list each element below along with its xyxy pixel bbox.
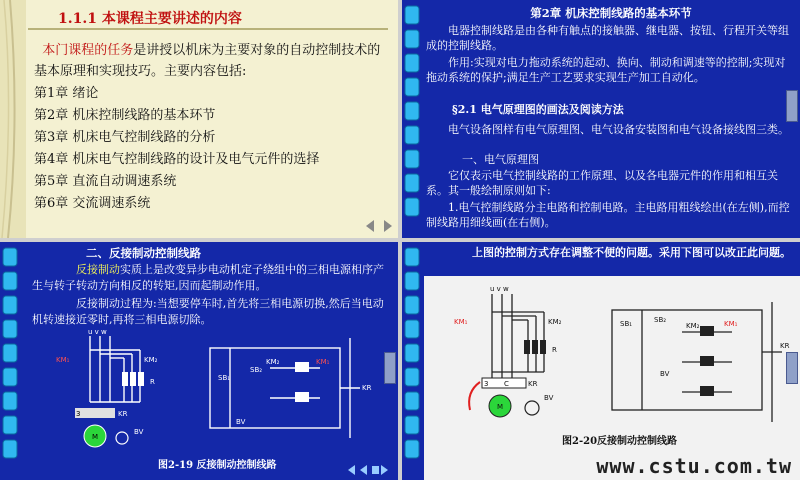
page-tab[interactable] [384,352,396,384]
slide-title: 1.1.1 本课程主要讲述的内容 [58,11,242,27]
slide-basic-circuits [402,0,800,238]
chapter-item: 第6章 交流调速系统 [34,196,151,211]
chain-decoration-icon [0,242,22,480]
page-tab[interactable] [786,352,798,384]
label-kr: KR [528,380,538,388]
label-bv-ctrl: BV [236,418,246,426]
label-r: R [150,378,155,386]
intro-paragraph: 上图的控制方式存在调整不便的问题。采用下图可以改正此问题。 [472,246,791,259]
para-principle: 它仅表示电气控制线路的工作原理、以及各电器元件的作用和相互关系。其一般绘制原则如下: [426,169,778,197]
label-kr-ctrl: KR [362,384,372,392]
para-definition: 电器控制线路是由各种有触点的接触器、继电器、按钮、行程开关等组成的控制线路。 [426,24,789,52]
sub-heading: 一、电气原理图 [462,153,539,166]
label-kr-ctrl: KR [780,342,790,350]
label-three: 3 [484,380,489,388]
label-km1: KM₁ [56,356,70,364]
nav-arrows-icon[interactable] [348,465,388,475]
chapter-item: 第2章 机床控制线路的基本环节 [34,108,216,123]
label-c: C [504,380,509,388]
chain-decoration-icon [402,242,424,480]
figure-caption: 图2-20反接制动控制线路 [562,436,678,447]
label-bv: BV [544,394,554,402]
slide-improved-braking [402,242,800,480]
label-motor: M [92,433,99,441]
label-r: R [552,346,557,354]
para-function: 作用:实现对电力拖动系统的起动、换向、制动和调速等的控制;实现对拖动系统的保护;满足生产工艺要求实现生产加工自动化。 [426,56,786,84]
slide-title: 第2章 机床控制线路的基本环节 [530,6,692,20]
label-motor: M [497,403,504,411]
label-bv: BV [134,428,144,436]
intro-highlight: 本门课程的任务 [42,43,134,58]
circuit-diagram [432,282,792,432]
para-drawing-types: 电气设备图样有电气原理图、电气设备安装图和电气设备接线图三类。 [448,123,789,136]
label-km1-ctrl: KM₁ [316,358,330,366]
figure-caption: 图2-19 反接制动控制线路 [158,460,277,471]
term-highlight: 反接制动 [76,263,120,276]
slide-title: 二、反接制动控制线路 [86,246,201,260]
label-sb1: SB₁ [620,320,633,328]
section-heading: §2.1 电气原理图的画法及阅读方法 [452,103,624,116]
left-decoration [0,0,26,238]
circuit-diagram [40,328,390,454]
label-km2: KM₂ [548,318,562,326]
intro-rest: 是讲授以机床为主要对象的自动控制技术的基本原理和实现技巧。主要内容包括: [34,43,381,79]
label-km1-ctrl: KM₁ [724,320,738,328]
label-km2: KM₂ [144,356,158,364]
chapter-item: 第4章 机床电气控制线路的设计及电气元件的选择 [34,152,320,167]
chapter-item: 第1章 绪论 [34,86,99,101]
label-sb2: SB₂ [250,366,263,374]
slide-reverse-braking [0,242,398,480]
chain-decoration-icon [402,0,424,238]
para-definition [32,262,394,294]
para-process: 反接制动过程为:当想要停车时,首先将三相电源切换,然后当电动机转速接近零时,再将三相电源切除。 [32,297,384,326]
para-rule-1: 1.电气控制线路分主电路和控制电路。主电路用粗线绘出(在左侧),而控制线路用细线画(在右侧)。 [426,201,790,229]
slide-course-contents [0,0,398,238]
label-km2-ctrl: KM₂ [686,322,700,330]
label-km2-ctrl: KM₂ [266,358,280,366]
label-uvw: u v w [490,285,509,293]
page-tab[interactable] [786,90,798,122]
chapter-item: 第3章 机床电气控制线路的分析 [34,130,216,145]
label-km1: KM₁ [454,318,468,326]
label-uvw: u v w [88,328,107,336]
chapter-item: 第5章 直流自动调速系统 [34,174,177,189]
label-bv-ctrl: BV [660,370,670,378]
title-underline [28,28,388,30]
label-sb2: SB₂ [654,316,667,324]
watermark: www.cstu.com.tw [596,454,792,478]
chapter-list [34,83,394,215]
label-sb1: SB₁ [218,374,231,382]
para-definition-rest: 实质上是改变异步电动机定子绕组中的三相电源相序产生与转子转动方向相反的转矩,因而起制动作用。 [32,263,384,292]
intro-paragraph [34,40,384,82]
label-three: 3 [76,410,81,418]
label-kr: KR [118,410,128,418]
nav-arrows-icon[interactable] [366,220,392,232]
